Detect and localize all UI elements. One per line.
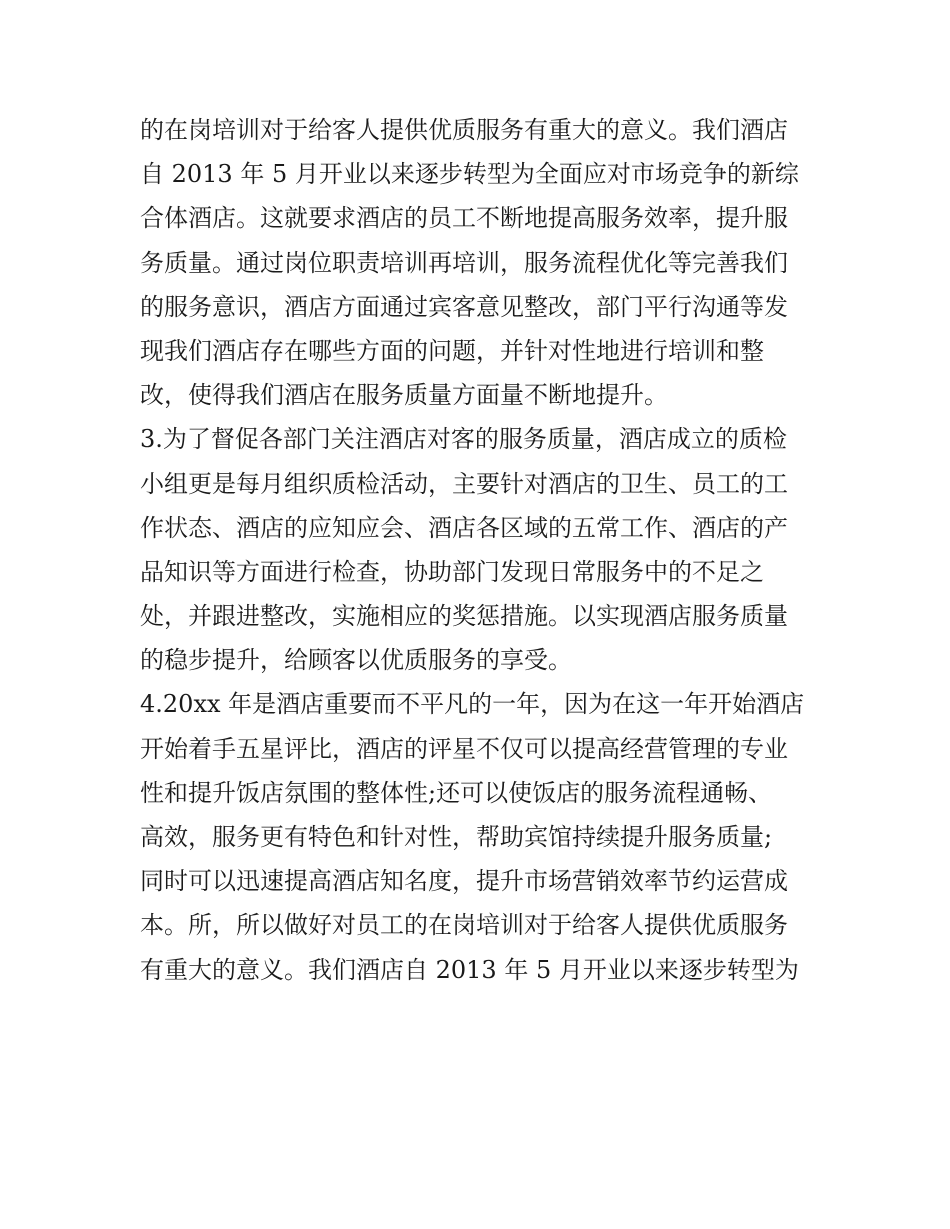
text-line: 有重大的意义。我们酒店自 2013 年 5 月开业以来逐步转型为 [140, 955, 799, 984]
text-line: 现我们酒店存在哪些方面的问题，并针对性地进行培训和整 [140, 336, 764, 365]
text-line: 品知识等方面进行检查，协助部门发现日常服务中的不足之 [140, 557, 764, 586]
text-line: 合体酒店。这就要求酒店的员工不断地提高服务效率，提升服 [140, 204, 788, 233]
text-line: 本。所，所以做好对员工的在岗培训对于给客人提供优质服务 [140, 911, 788, 940]
text-line: 高效，服务更有特色和针对性，帮助宾馆持续提升服务质量; [140, 823, 773, 851]
body-text [140, 108, 830, 992]
text-line: 的稳步提升，给顾客以优质服务的享受。 [140, 646, 572, 675]
text-line: 务质量。通过岗位职责培训再培训，服务流程优化等完善我们 [140, 248, 788, 277]
text-line: 同时可以迅速提高酒店知名度，提升市场营销效率节约运营成 [140, 867, 788, 896]
text-line: 小组更是每月组织质检活动，主要针对酒店的卫生、员工的工 [140, 469, 788, 498]
text-line: 处，并跟进整改，实施相应的奖惩措施。以实现酒店服务质量 [140, 602, 788, 631]
text-line: 的在岗培训对于给客人提供优质服务有重大的意义。我们酒店 [140, 116, 788, 144]
text-line: 开始着手五星评比，酒店的评星不仅可以提高经营管理的专业 [140, 734, 788, 763]
text-line: 自 2013 年 5 月开业以来逐步转型为全面应对市场竞争的新综 [140, 160, 799, 189]
text-line: 3.为了督促各部门关注酒店对客的服务质量，酒店成立的质检 [140, 425, 787, 454]
text-line: 作状态、酒店的应知应会、酒店各区域的五常工作、酒店的产 [140, 513, 788, 542]
text-line: 4.20xx 年是酒店重要而不平凡的一年，因为在这一年开始酒店 [140, 690, 805, 719]
text-line: 性和提升饭店氛围的整体性;还可以使饭店的服务流程通畅、 [140, 778, 773, 807]
text-line: 改，使得我们酒店在服务质量方面量不断地提升。 [140, 381, 668, 410]
text-line: 的服务意识，酒店方面通过宾客意见整改，部门平行沟通等发 [140, 292, 788, 321]
